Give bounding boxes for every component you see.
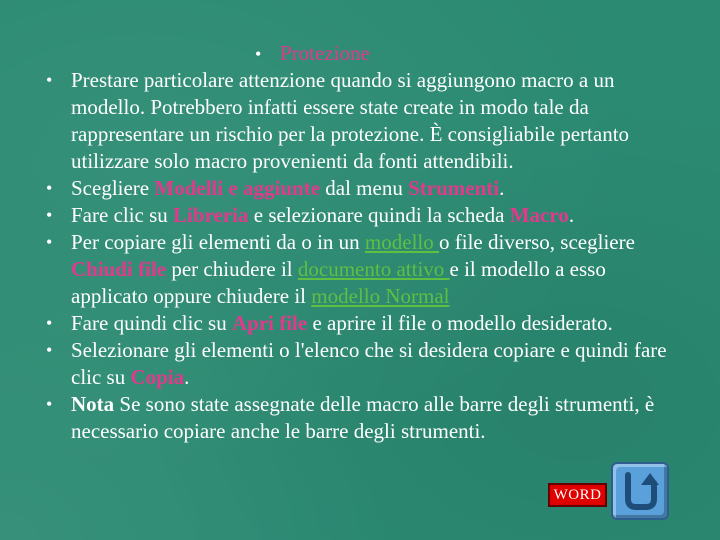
menu-ref-apri-file: Apri file [231, 311, 308, 335]
title-text: Protezione [280, 41, 370, 65]
item-text: o file diverso, scegliere [439, 230, 635, 254]
bullet-icon: • [46, 313, 53, 333]
item-text: e selezionare quindi la scheda [248, 203, 510, 227]
menu-ref-copia: Copia [130, 365, 185, 389]
item-text: Fare clic su [71, 203, 174, 227]
menu-ref-libreria: Libreria [173, 203, 249, 227]
item-text: dal menu [320, 176, 409, 200]
item-text: e il modello a esso applicato oppure chiudere il [71, 257, 606, 308]
list-item [46, 202, 686, 229]
back-button[interactable] [611, 462, 669, 520]
item-text: Se sono state assegnate delle macro alle barre degli strumenti, è necessario copiare anche le barre degli strumenti. [71, 392, 655, 443]
menu-ref-macro: Macro [509, 203, 569, 227]
item-text: Prestare particolare attenzione quando si aggiungono macro a un modello. Potrebbero infatti essere state create in modo tale da rappresentare un rischio per la protezione. È consigliabile pertanto utilizzare solo macro provenienti da fonti attendibili. [71, 68, 630, 173]
bullet-icon: • [46, 205, 53, 225]
item-text: Selezionare gli elementi o l'elenco che si desidera copiare e quindi fare clic su [71, 338, 667, 389]
item-text: Per copiare gli elementi da o in un [71, 230, 365, 254]
menu-ref-modelli-aggiunte: Modelli e aggiunte [154, 176, 321, 200]
return-arrow-icon [620, 469, 660, 513]
bullet-icon: • [46, 70, 53, 90]
bullet-icon: • [46, 232, 53, 252]
bullet-icon: • [46, 178, 53, 198]
list-item [46, 391, 686, 445]
bullet-icon: • [255, 44, 262, 64]
item-text: Fare quindi clic su [71, 311, 232, 335]
list-item [46, 67, 686, 175]
word-button[interactable]: WORD [548, 483, 607, 507]
link-modello[interactable]: modello [364, 230, 439, 254]
link-modello-normal[interactable]: modello Normal [311, 284, 450, 308]
item-text: Scegliere [71, 176, 155, 200]
item-text: . [568, 203, 575, 227]
note-label: Nota [71, 392, 115, 416]
item-text: . [499, 176, 505, 200]
list-item [46, 337, 686, 391]
item-text: . [184, 365, 190, 389]
list-item [46, 229, 686, 310]
menu-ref-chiudi-file: Chiudi file [71, 257, 167, 281]
menu-ref-strumenti: Strumenti [408, 176, 500, 200]
bullet-icon: • [46, 340, 53, 360]
list-item [46, 175, 686, 202]
item-text: per chiudere il [166, 257, 298, 281]
slide-title [255, 40, 370, 67]
link-documento-attivo[interactable]: documento attivo [297, 257, 450, 281]
bullet-icon: • [46, 394, 53, 414]
item-text: e aprire il file o modello desiderato. [307, 311, 613, 335]
list-item [46, 310, 686, 337]
bullet-list [46, 67, 686, 445]
